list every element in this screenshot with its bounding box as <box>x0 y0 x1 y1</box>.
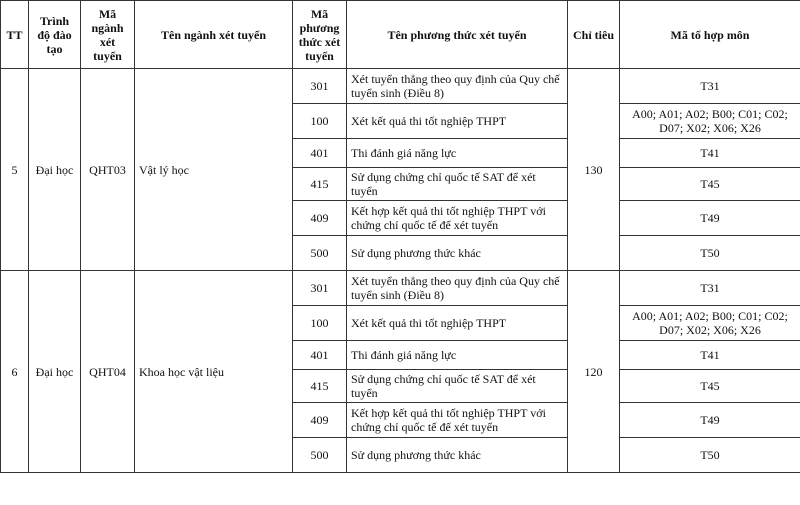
method-name: Kết hợp kết quả thi tốt nghiệp THPT với chứng chỉ quốc tế để xét tuyển <box>347 403 568 438</box>
table-row <box>1 69 800 104</box>
program-group <box>1 271 800 473</box>
method-name: Xét tuyển thẳng theo quy định của Quy chế tuyển sinh (Điều 8) <box>347 271 568 306</box>
program-tt: 6 <box>1 271 29 473</box>
method-name: Xét kết quả thi tốt nghiệp THPT <box>347 104 568 139</box>
method-combo: T50 <box>620 438 800 473</box>
method-combo: T49 <box>620 201 800 236</box>
method-name: Xét kết quả thi tốt nghiệp THPT <box>347 306 568 341</box>
method-combo: T31 <box>620 69 800 104</box>
header-tt: TT <box>1 1 29 69</box>
program-quota: 120 <box>568 271 620 473</box>
method-name: Sử dụng phương thức khác <box>347 236 568 271</box>
method-code: 401 <box>293 139 347 168</box>
method-combo: T50 <box>620 236 800 271</box>
method-name: Thi đánh giá năng lực <box>347 139 568 168</box>
method-code: 301 <box>293 69 347 104</box>
program-level: Đại học <box>29 69 81 271</box>
method-name: Kết hợp kết quả thi tốt nghiệp THPT với chứng chỉ quốc tế để xét tuyển <box>347 201 568 236</box>
program-major-name: Vật lý học <box>135 69 293 271</box>
method-name: Thi đánh giá năng lực <box>347 341 568 370</box>
program-quota: 130 <box>568 69 620 271</box>
header-combo: Mã tổ hợp môn <box>620 1 800 69</box>
method-code: 100 <box>293 104 347 139</box>
program-major-code: QHT04 <box>81 271 135 473</box>
method-code: 301 <box>293 271 347 306</box>
program-major-name: Khoa học vật liệu <box>135 271 293 473</box>
method-combo: T45 <box>620 370 800 403</box>
method-combo: T41 <box>620 139 800 168</box>
method-combo: T41 <box>620 341 800 370</box>
method-name: Sử dụng chứng chỉ quốc tế SAT để xét tuyển <box>347 168 568 201</box>
method-code: 500 <box>293 236 347 271</box>
method-combo: T45 <box>620 168 800 201</box>
method-combo: A00; A01; A02; B00; C01; C02; D07; X02; X06; X26 <box>620 104 800 139</box>
method-code: 500 <box>293 438 347 473</box>
method-combo: T49 <box>620 403 800 438</box>
method-code: 409 <box>293 201 347 236</box>
method-name: Xét tuyển thẳng theo quy định của Quy chế tuyển sinh (Điều 8) <box>347 69 568 104</box>
method-code: 401 <box>293 341 347 370</box>
method-code: 415 <box>293 370 347 403</box>
method-code: 100 <box>293 306 347 341</box>
method-name: Sử dụng chứng chỉ quốc tế SAT để xét tuyển <box>347 370 568 403</box>
header-method-name: Tên phương thức xét tuyển <box>347 1 568 69</box>
table-header <box>1 1 800 69</box>
program-major-code: QHT03 <box>81 69 135 271</box>
program-level: Đại học <box>29 271 81 473</box>
header-method-code: Mã phương thức xét tuyển <box>293 1 347 69</box>
header-major-name: Tên ngành xét tuyển <box>135 1 293 69</box>
program-group <box>1 69 800 271</box>
header-quota: Chỉ tiêu <box>568 1 620 69</box>
method-code: 415 <box>293 168 347 201</box>
method-code: 409 <box>293 403 347 438</box>
header-level: Trình độ đào tạo <box>29 1 81 69</box>
method-name: Sử dụng phương thức khác <box>347 438 568 473</box>
method-combo: A00; A01; A02; B00; C01; C02; D07; X02; X06; X26 <box>620 306 800 341</box>
program-tt: 5 <box>1 69 29 271</box>
table-row <box>1 271 800 306</box>
method-combo: T31 <box>620 271 800 306</box>
header-major-code: Mã ngành xét tuyển <box>81 1 135 69</box>
